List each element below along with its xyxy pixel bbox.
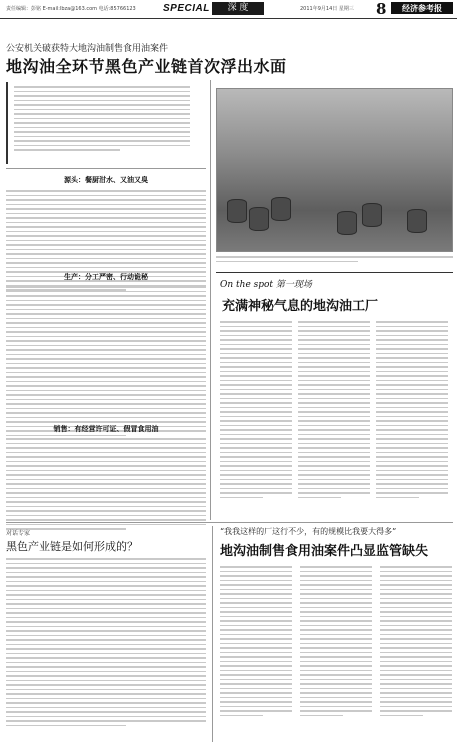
oil-barrel-icon (407, 209, 427, 233)
bottom-story-kicker: “我我这样的厂这行不少，有的规模比我要大得多” (220, 527, 397, 536)
page-header (0, 0, 457, 19)
feature-section (216, 272, 453, 519)
subhead-source: 源头：餐厨泔水、又油又臭 (64, 175, 148, 184)
lead-text-placeholder (14, 86, 190, 154)
lead-paragraph-box (6, 82, 196, 164)
oil-barrel-icon (227, 199, 247, 223)
masthead-logo: 经济参考报 (391, 2, 453, 14)
column-divider (212, 526, 213, 742)
oil-barrel-icon (249, 207, 269, 231)
bottom-text-col-2 (300, 566, 372, 719)
page-number: 8 (376, 0, 387, 18)
oil-barrel-icon (362, 203, 382, 227)
column-divider (210, 80, 211, 520)
sidebar-text-placeholder (6, 558, 206, 729)
feature-text-col-2 (298, 321, 370, 501)
bottom-text-col-1 (220, 566, 292, 719)
body-text-placeholder (6, 438, 206, 533)
bottom-text-col-3 (380, 566, 452, 719)
body-text-placeholder (6, 286, 206, 439)
divider (6, 168, 206, 169)
divider (6, 522, 453, 523)
sidebar-headline: 黑色产业链是如何形成的？ (6, 540, 138, 553)
photo-caption-placeholder (216, 256, 453, 265)
feature-headline: 充满神秘气息的地沟油工厂 (222, 299, 379, 314)
subhead-production: 生产：分工严密、行动诡秘 (64, 272, 148, 281)
header-section-label: 深 度 (212, 2, 264, 15)
header-date: 2011年9月14日 星期三 (300, 6, 354, 12)
feature-text-col-3 (376, 321, 448, 501)
bottom-story-headline: 地沟油制售食用油案件凸显监管缺失 (220, 544, 429, 559)
feature-text-col-1 (220, 321, 292, 501)
sidebar-kicker: 对话专家 (6, 530, 31, 537)
header-meta: 责任编辑：彭铭 E-mail:lbza@163.com 电话:85766123 (6, 6, 136, 12)
on-the-spot-label: On the spot 第一现场 (220, 280, 312, 290)
subhead-sales: 销售：有经营许可证、假冒食用油 (53, 424, 159, 433)
header-special-label: SPECIAL (163, 3, 210, 14)
top-story-kicker: 公安机关破获特大地沟油制售食用油案件 (6, 44, 169, 54)
top-story-headline: 地沟油全环节黑色产业链首次浮出水面 (6, 57, 287, 76)
oil-barrel-icon (271, 197, 291, 221)
oil-barrel-icon (337, 211, 357, 235)
news-photo (216, 88, 453, 252)
